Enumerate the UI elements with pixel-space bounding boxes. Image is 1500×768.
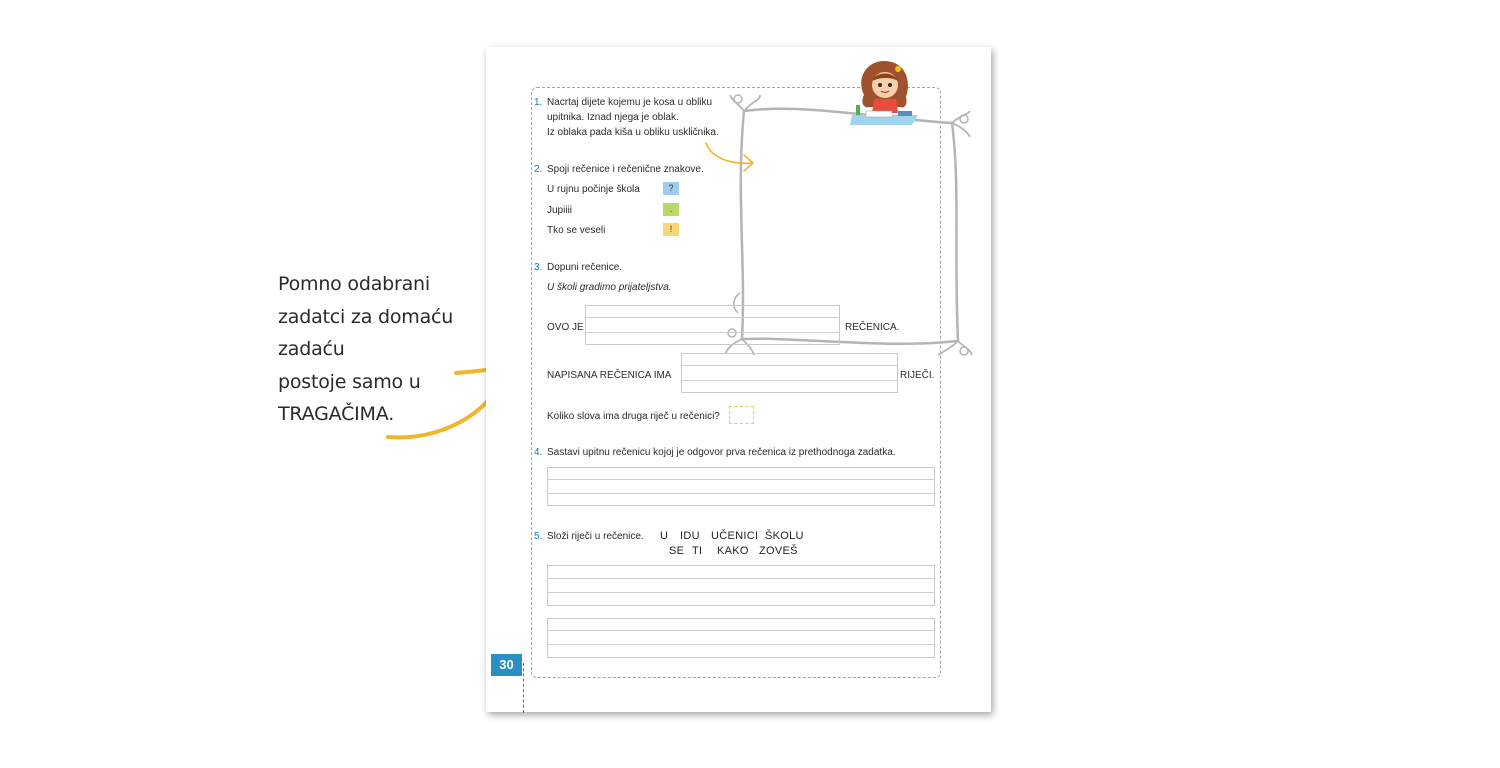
period-sign: . <box>663 203 679 216</box>
task-3-number: 3. <box>534 262 543 273</box>
task-4-number: 4. <box>534 447 543 458</box>
arrow-icon <box>704 141 756 175</box>
task-3-question: Koliko slova ima druga riječ u rečenici? <box>547 411 720 422</box>
writing-lines[interactable] <box>547 565 935 606</box>
annotation-line: Pomno odabrani <box>278 273 430 295</box>
annotation-line: TRAGAČIMA. <box>278 403 395 425</box>
task-2-number: 2. <box>534 164 543 175</box>
task-3-example: U školi gradimo prijateljstva. <box>547 282 672 293</box>
task-5-instruction: Složi riječi u rečenice. <box>547 531 644 542</box>
task-2-instruction: Spoji rečenice i rečenične znakove. <box>547 164 704 175</box>
annotation-line: zadatci za domaću <box>278 305 454 328</box>
page-number: 30 <box>491 654 522 676</box>
word-tile: UČENICI <box>711 530 759 542</box>
task-3-row2-prefix: NAPISANA REČENICA IMA <box>547 370 672 381</box>
task-3-row1-prefix: OVO JE <box>547 322 584 333</box>
exclamation-sign: ! <box>663 223 679 236</box>
word-tile: SE <box>669 545 685 557</box>
task-3-instruction: Dopuni rečenice. <box>547 262 623 273</box>
task-1-line: upitnika. Iznad njega je oblak. <box>547 112 679 123</box>
girl-illustration <box>848 59 923 127</box>
writing-lines[interactable] <box>547 467 935 506</box>
annotation-line: postoje samo u <box>278 370 421 393</box>
answer-box[interactable] <box>729 406 754 424</box>
task-2-sentence: Jupiiii <box>547 205 573 216</box>
task-2-sentence: Tko se veseli <box>547 225 606 236</box>
annotation-line: zadaću <box>278 338 345 360</box>
writing-lines[interactable] <box>547 618 935 658</box>
task-4-instruction: Sastavi upitnu rečenicu kojoj je odgovor prva rečenica iz prethodnoga zadatka. <box>547 447 896 458</box>
word-tile: ZOVEŠ <box>759 545 798 557</box>
word-tile: U <box>660 530 669 542</box>
writing-lines[interactable] <box>681 353 898 393</box>
word-tile: IDU <box>680 530 700 542</box>
question-mark-sign: ? <box>663 182 679 195</box>
task-1-number: 1. <box>534 97 543 108</box>
word-tile: ŠKOLU <box>765 530 804 542</box>
task-3-row1-suffix: REČENICA. <box>845 322 900 333</box>
workbook-page <box>486 47 991 712</box>
task-2-sentence: U rujnu počinje škola <box>547 184 640 195</box>
task-1-line: Iz oblaka pada kiša u obliku uskličnika. <box>547 127 719 138</box>
task-1-line: Nacrtaj dijete kojemu je kosa u obliku <box>547 97 713 108</box>
word-tile: KAKO <box>717 545 749 557</box>
word-tile: TI <box>692 545 703 557</box>
task-5-number: 5. <box>534 531 543 542</box>
writing-lines[interactable] <box>585 305 840 345</box>
task-3-row2-suffix: RIJEČI. <box>900 370 935 381</box>
page-number-line <box>523 663 524 713</box>
